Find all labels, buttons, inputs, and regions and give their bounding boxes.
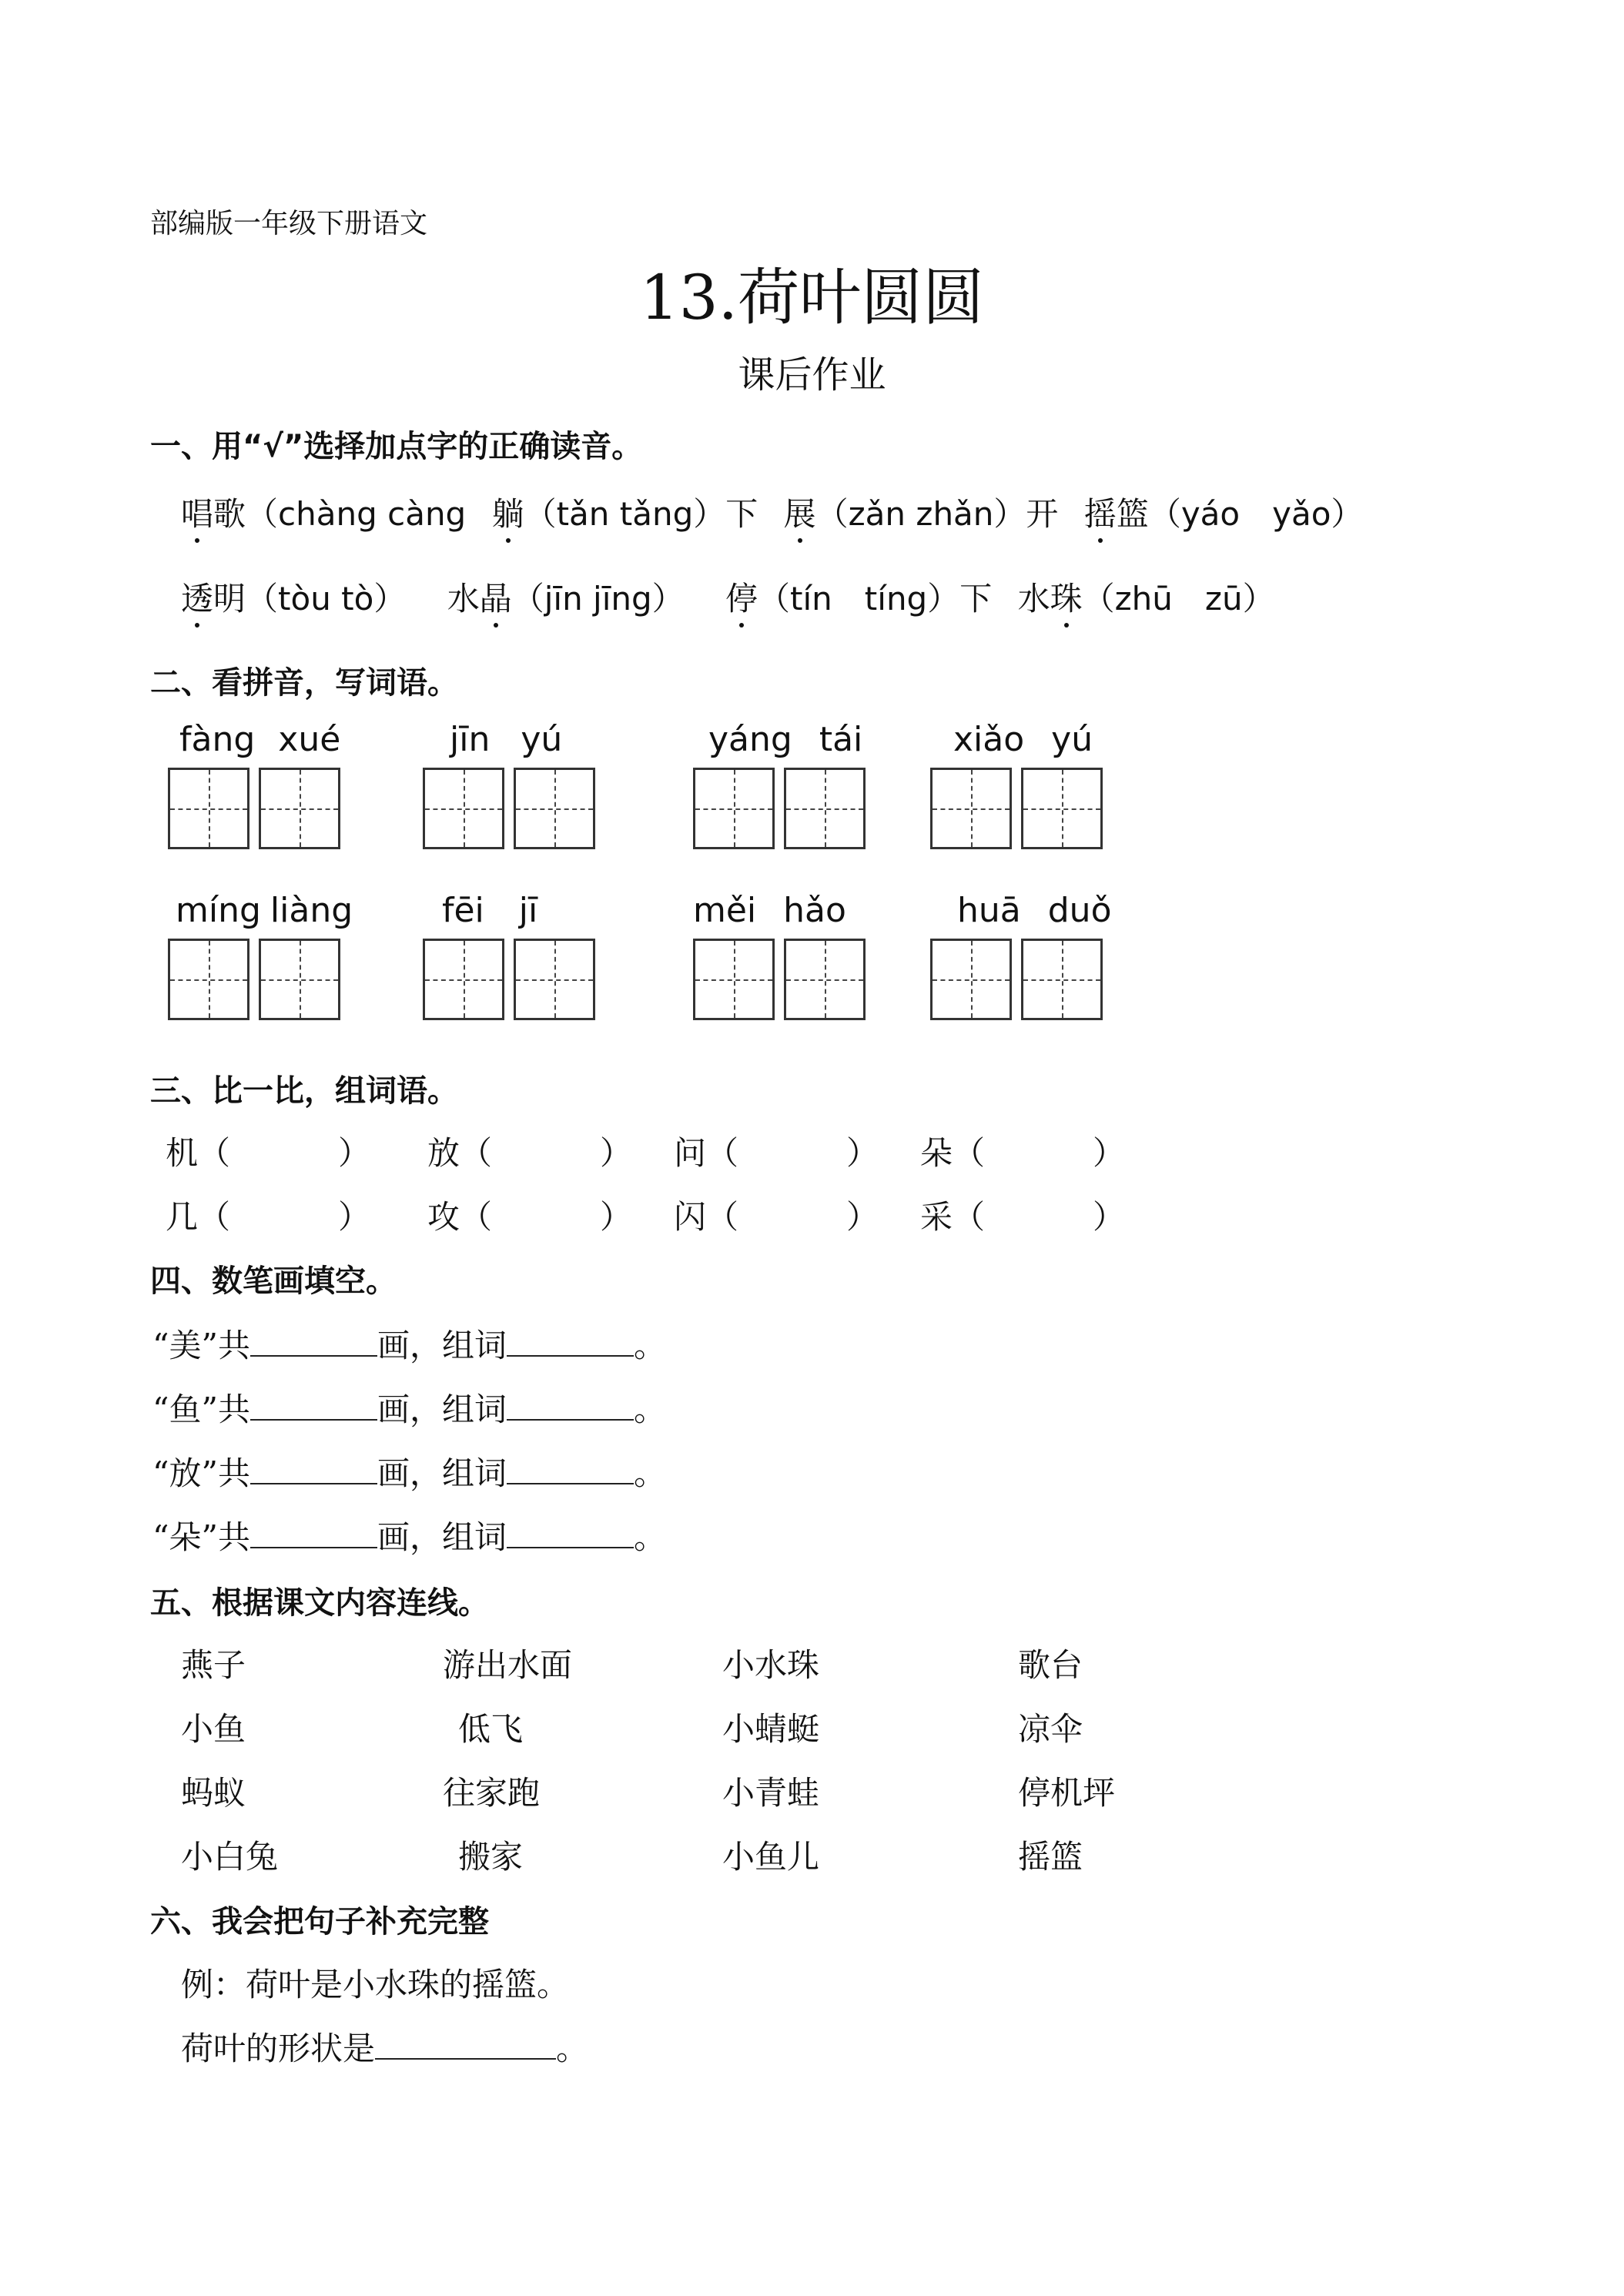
match-item[interactable]: 搬家	[458, 1838, 524, 1876]
answer-blank[interactable]	[250, 1518, 377, 1548]
item: 摇篮（yáo yǎo）	[1084, 495, 1364, 533]
answer-blank[interactable]	[507, 1326, 634, 1357]
page-subtitle: 课后作业	[738, 353, 886, 397]
section-2-heading: 二、看拼音，写词语。	[150, 665, 458, 701]
writing-box[interactable]	[423, 768, 504, 849]
match-item[interactable]: 小青蛙	[722, 1774, 820, 1812]
answer-blank[interactable]	[507, 1518, 634, 1548]
section-5-heading: 五、根据课文内容连线。	[150, 1585, 489, 1621]
answer-blank[interactable]	[250, 1454, 377, 1484]
writing-box[interactable]	[784, 768, 866, 849]
match-item[interactable]: 凉伞	[1018, 1710, 1083, 1748]
match-item[interactable]: 游出水面	[443, 1646, 573, 1684]
item: 水珠（zhū zū）	[1018, 580, 1275, 618]
match-item[interactable]: 小蜻蜓	[722, 1710, 820, 1748]
writing-box[interactable]	[168, 768, 249, 849]
answer-blank[interactable]	[507, 1390, 634, 1421]
writing-box[interactable]	[930, 768, 1012, 849]
writing-box[interactable]	[514, 768, 595, 849]
compare-item: 采（ ）	[920, 1198, 1126, 1236]
answer-blank[interactable]	[375, 2029, 556, 2060]
writing-box[interactable]	[259, 939, 340, 1020]
match-item[interactable]: 燕子	[181, 1646, 246, 1684]
compare-item: 几（ ）	[166, 1198, 371, 1236]
item: 唱歌（chàng càng	[181, 495, 466, 533]
grade-label: 部编版一年级下册语文	[150, 208, 428, 239]
match-item[interactable]: 低飞	[458, 1710, 524, 1748]
writing-box[interactable]	[693, 939, 775, 1020]
item: 水晶（jīn jīng）	[447, 580, 685, 618]
stroke-item: “鱼”共 画，组词 。	[152, 1391, 666, 1428]
sentence-prompt: 荷叶的形状是 。	[181, 2030, 589, 2067]
writing-box[interactable]	[423, 939, 504, 1020]
stroke-item: “朵”共 画，组词 。	[152, 1518, 666, 1556]
answer-blank[interactable]	[507, 1454, 634, 1484]
answer-blank[interactable]	[250, 1390, 377, 1421]
match-item[interactable]: 停机坪	[1018, 1774, 1116, 1812]
match-item[interactable]: 小水珠	[722, 1646, 820, 1684]
match-item[interactable]: 摇篮	[1018, 1838, 1083, 1876]
compare-item: 机（ ）	[166, 1134, 371, 1172]
writing-box[interactable]	[930, 939, 1012, 1020]
answer-blank[interactable]	[250, 1326, 377, 1357]
section-1-row-2	[181, 574, 1275, 620]
compare-item: 闪（ ）	[674, 1198, 879, 1236]
compare-item: 攻（ ）	[427, 1198, 633, 1236]
item: 躺（tǎn tǎng）下	[492, 495, 758, 533]
stroke-item: “美”共 画，组词 。	[152, 1327, 666, 1364]
match-item[interactable]: 小鱼	[181, 1710, 246, 1748]
compare-item: 朵（ ）	[920, 1134, 1126, 1172]
match-item[interactable]: 往家跑	[443, 1774, 541, 1812]
compare-item: 问（ ）	[674, 1134, 879, 1172]
match-item[interactable]: 歌台	[1018, 1646, 1083, 1684]
writing-box[interactable]	[784, 939, 866, 1020]
writing-box[interactable]	[693, 768, 775, 849]
stroke-item: “放”共 画，组词 。	[152, 1454, 666, 1492]
item: 透明（tòu tò）	[181, 580, 406, 618]
writing-box[interactable]	[168, 939, 249, 1020]
writing-box[interactable]	[259, 768, 340, 849]
section-3-heading: 三、比一比，组词语。	[150, 1073, 458, 1109]
section-1-heading: 一、用“√”选择加点字的正确读音。	[150, 429, 643, 464]
compare-item: 放（ ）	[427, 1134, 633, 1172]
section-1-row-1	[181, 489, 1363, 535]
example-sentence: 例：荷叶是小水珠的摇篮。	[181, 1966, 570, 2003]
section-6-heading: 六、我会把句子补充完整	[150, 1904, 489, 1940]
writing-box[interactable]	[1021, 939, 1103, 1020]
match-item[interactable]: 小白兔	[181, 1838, 279, 1876]
writing-box[interactable]	[514, 939, 595, 1020]
writing-box[interactable]	[1021, 768, 1103, 849]
match-item[interactable]: 小鱼儿	[722, 1838, 820, 1876]
match-item[interactable]: 蚂蚁	[181, 1774, 246, 1812]
page-title: 13.荷叶圆圆	[639, 262, 985, 333]
item: 展（zǎn zhǎn）开	[784, 495, 1059, 533]
item: 停（tín tíng）下	[725, 580, 992, 618]
section-4-heading: 四、数笔画填空。	[150, 1263, 397, 1299]
